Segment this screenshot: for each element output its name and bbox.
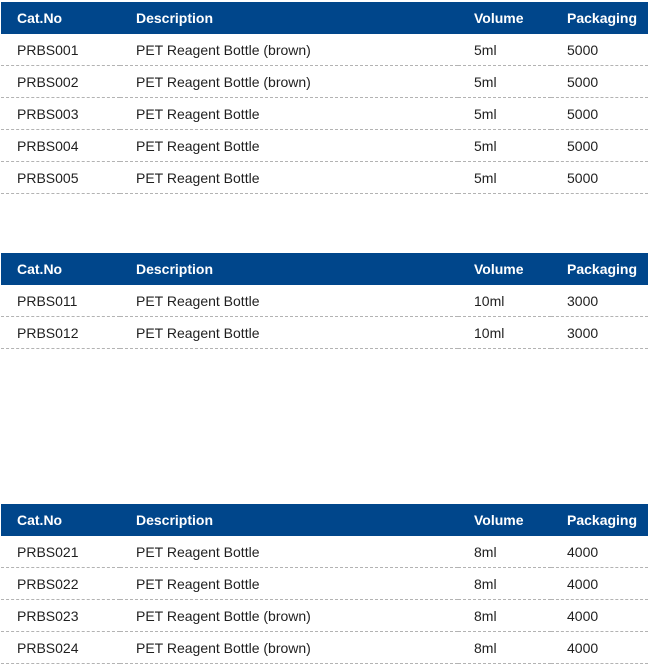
cell-volume: 5ml <box>458 66 551 98</box>
cell-volume: 5ml <box>458 34 551 66</box>
cell-volume: 10ml <box>458 285 551 317</box>
cell-description: PET Reagent Bottle (brown) <box>120 600 458 632</box>
table-row <box>1 317 648 349</box>
cell-cat-no: PRBS024 <box>1 632 120 664</box>
cell-description: PET Reagent Bottle <box>120 162 458 194</box>
cell-cat-no: PRBS022 <box>1 568 120 600</box>
cell-description: PET Reagent Bottle <box>120 317 458 349</box>
header-volume: Volume <box>474 261 524 277</box>
cell-cat-no: PRBS002 <box>1 66 120 98</box>
header-packaging: Packaging <box>567 10 638 26</box>
table-row <box>1 66 648 98</box>
header-volume: Volume <box>474 10 524 26</box>
cell-packaging: 5000 <box>551 98 648 130</box>
cell-volume: 5ml <box>458 98 551 130</box>
table-row <box>1 536 648 568</box>
cell-volume: 5ml <box>458 162 551 194</box>
cell-cat-no: PRBS005 <box>1 162 120 194</box>
cell-description: PET Reagent Bottle <box>120 130 458 162</box>
cell-cat-no: PRBS023 <box>1 600 120 632</box>
cell-description: PET Reagent Bottle (brown) <box>120 66 458 98</box>
cell-packaging: 5000 <box>551 66 648 98</box>
table-header-row <box>1 2 648 34</box>
cell-description: PET Reagent Bottle (brown) <box>120 34 458 66</box>
cell-description: PET Reagent Bottle <box>120 568 458 600</box>
cell-volume: 8ml <box>458 536 551 568</box>
cell-packaging: 5000 <box>551 162 648 194</box>
cell-volume: 8ml <box>458 568 551 600</box>
cell-volume: 8ml <box>458 632 551 664</box>
header-volume: Volume <box>474 512 524 528</box>
cell-packaging: 3000 <box>551 285 648 317</box>
table-row <box>1 568 648 600</box>
table-row <box>1 600 648 632</box>
header-packaging: Packaging <box>567 261 638 277</box>
cell-packaging: 3000 <box>551 317 648 349</box>
header-cat-no: Cat.No <box>17 10 63 26</box>
header-description: Description <box>136 10 214 26</box>
table-row <box>1 130 648 162</box>
cell-cat-no: PRBS011 <box>1 285 120 317</box>
cell-volume: 5ml <box>458 130 551 162</box>
cell-description: PET Reagent Bottle <box>120 98 458 130</box>
header-cat-no: Cat.No <box>17 512 63 528</box>
cell-cat-no: PRBS021 <box>1 536 120 568</box>
cell-cat-no: PRBS012 <box>1 317 120 349</box>
cell-packaging: 4000 <box>551 568 648 600</box>
header-description: Description <box>136 512 214 528</box>
cell-description: PET Reagent Bottle <box>120 536 458 568</box>
cell-description: PET Reagent Bottle <box>120 285 458 317</box>
product-table-10ml <box>1 253 648 349</box>
cell-packaging: 5000 <box>551 34 648 66</box>
cell-packaging: 4000 <box>551 600 648 632</box>
header-packaging: Packaging <box>567 512 638 528</box>
table-header-row <box>1 253 648 285</box>
table-row <box>1 162 648 194</box>
cell-description: PET Reagent Bottle (brown) <box>120 632 458 664</box>
table-row <box>1 34 648 66</box>
cell-volume: 8ml <box>458 600 551 632</box>
cell-cat-no: PRBS001 <box>1 34 120 66</box>
table-row <box>1 98 648 130</box>
table-header-row <box>1 504 648 536</box>
cell-packaging: 4000 <box>551 632 648 664</box>
cell-packaging: 4000 <box>551 536 648 568</box>
cell-volume: 10ml <box>458 317 551 349</box>
cell-cat-no: PRBS004 <box>1 130 120 162</box>
product-table-8ml <box>1 504 648 664</box>
product-table-5ml <box>1 2 648 194</box>
cell-packaging: 5000 <box>551 130 648 162</box>
header-description: Description <box>136 261 214 277</box>
cell-cat-no: PRBS003 <box>1 98 120 130</box>
header-cat-no: Cat.No <box>17 261 63 277</box>
table-row <box>1 632 648 664</box>
table-row <box>1 285 648 317</box>
